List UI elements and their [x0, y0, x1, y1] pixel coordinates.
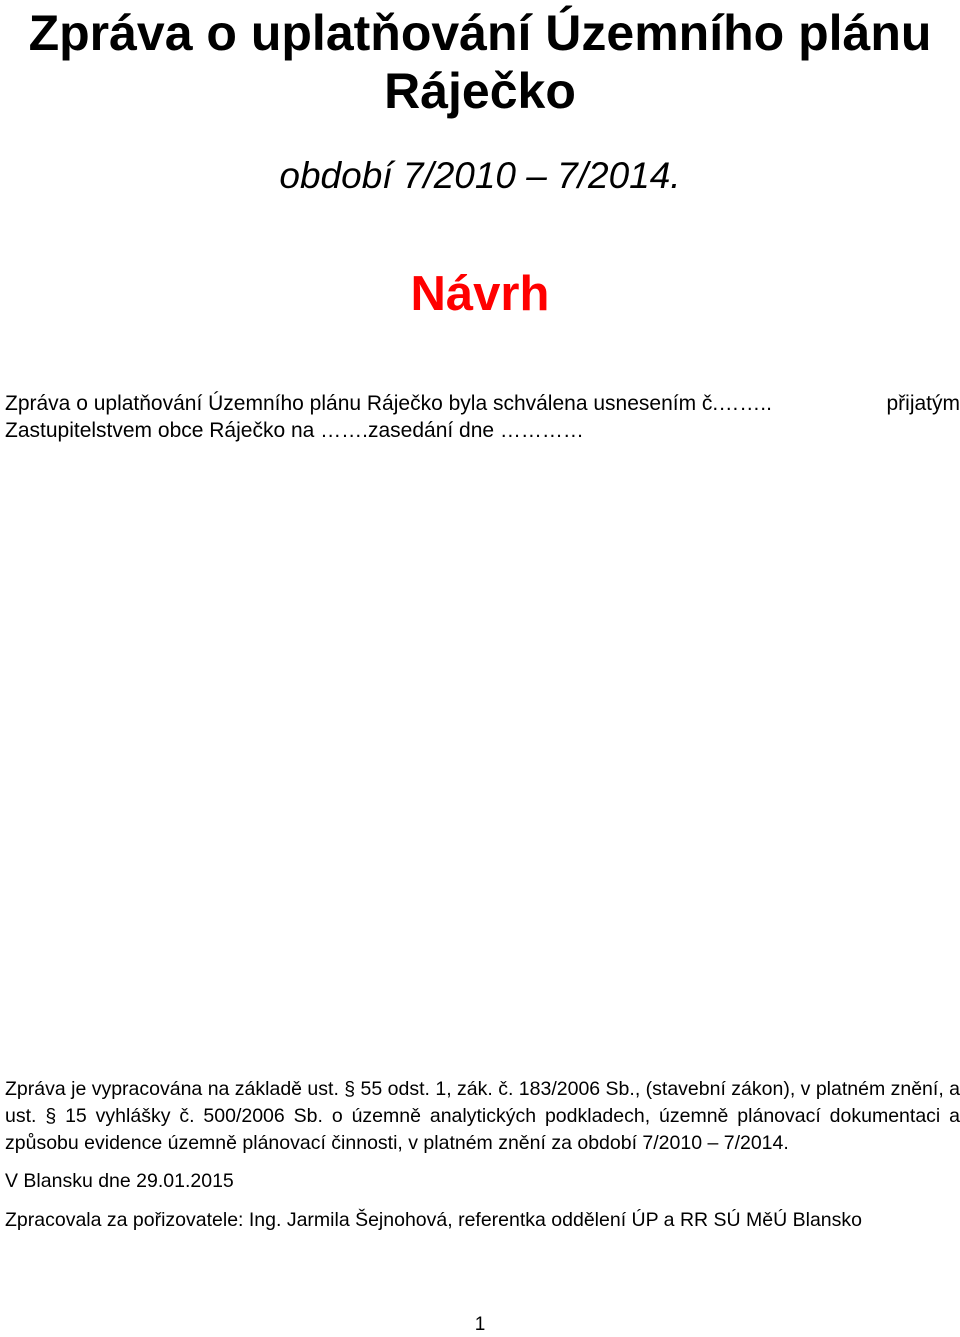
place-and-date: V Blansku dne 29.01.2015: [5, 1170, 234, 1192]
document-title-line2: Ráječko: [384, 63, 576, 119]
document-title: [0, 4, 960, 120]
document-title-line1: Zpráva o uplatňování Územního plánu: [28, 5, 932, 61]
prepared-by: Zpracovala za pořizovatele: Ing. Jarmila Šejnohová, referentka oddělení ÚP a RR SÚ MěÚ Blansko: [5, 1209, 862, 1231]
report-period: období 7/2010 – 7/2014.: [279, 155, 681, 196]
approval-line1-left: Zpráva o uplatňování Územního plánu Ráječko byla schválena usnesením č.……..: [5, 392, 772, 415]
approval-line1: [5, 390, 960, 417]
draft-label: Návrh: [410, 267, 550, 321]
approval-statement: [5, 390, 960, 444]
legal-basis-paragraph: Zpráva je vypracována na základě ust. § 55 odst. 1, zák. č. 183/2006 Sb., (stavební zákon), v platném znění, a ust. § 15 vyhlášky č. 500/2006 Sb. o územně analytických podkladech, územně plánovací dokumentaci a způsobu evidence územně plánovací činnosti, v platném znění za období 7/2010 – 7/2014.: [5, 1078, 960, 1154]
page-number: 1: [474, 1314, 486, 1335]
approval-line1-right: přijatým: [886, 392, 960, 415]
approval-line2: Zastupitelstvem obce Ráječko na …….zasedání dne …………: [5, 419, 584, 442]
